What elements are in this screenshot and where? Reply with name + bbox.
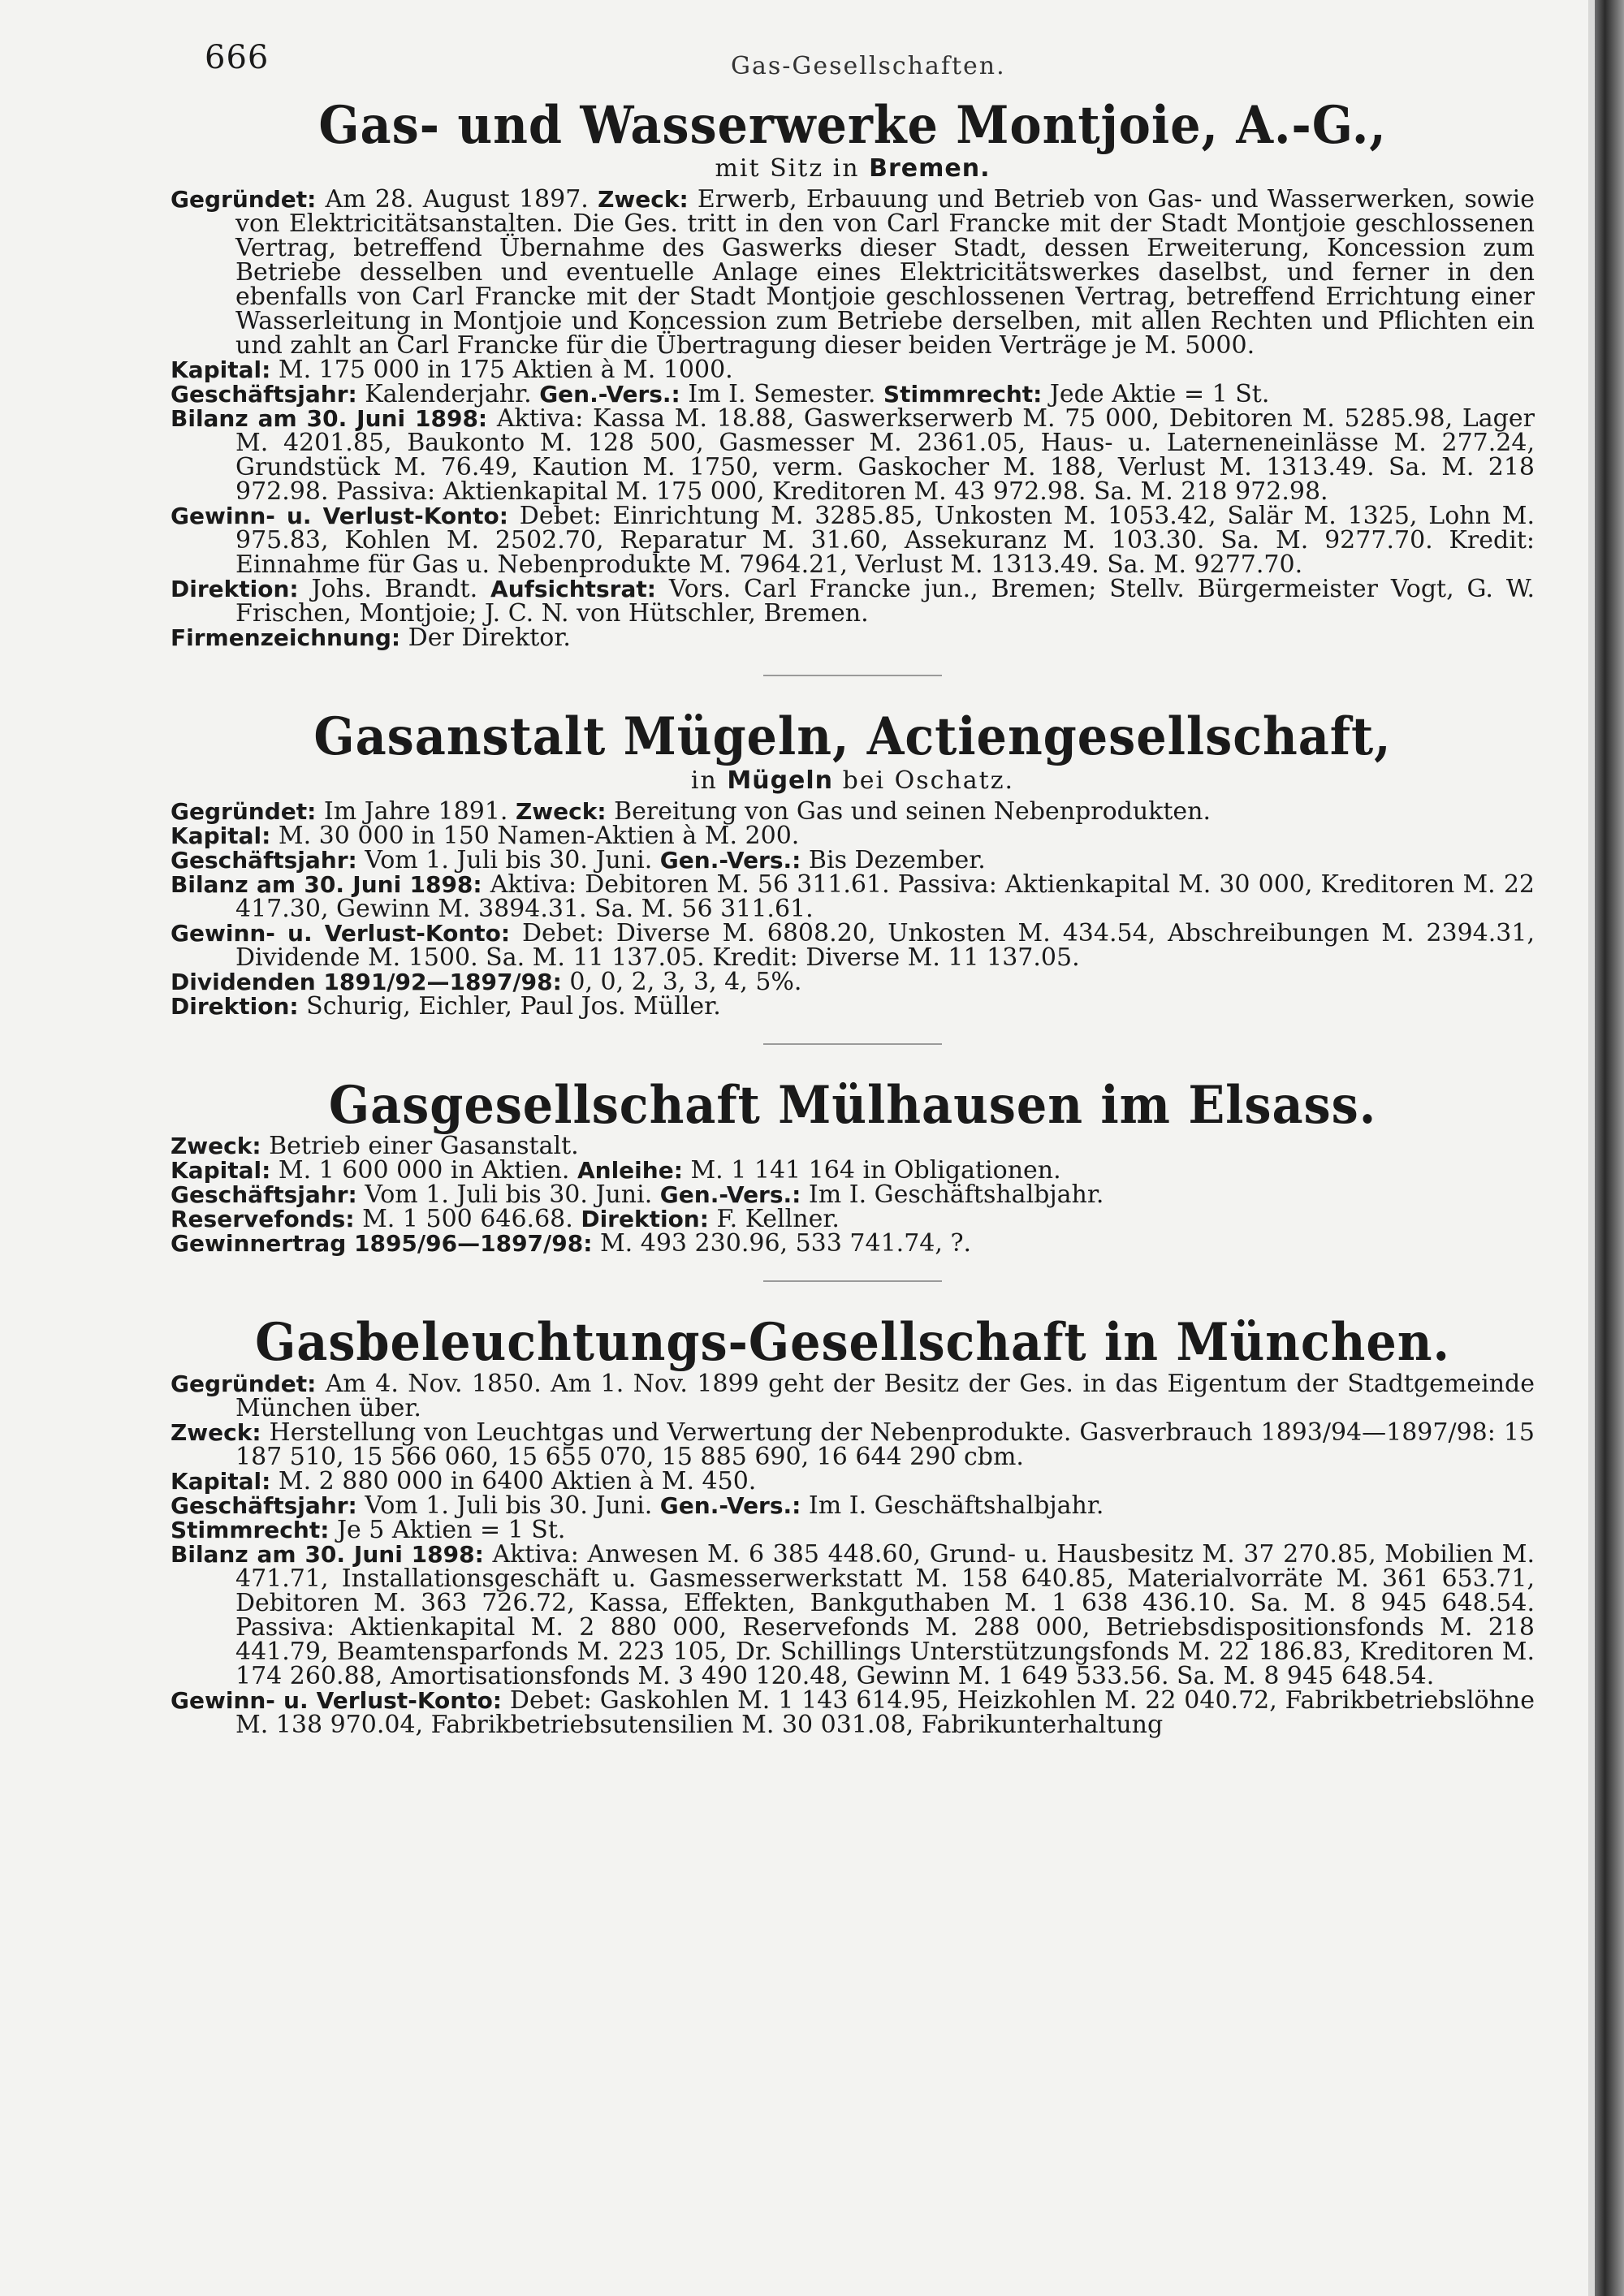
entry-field [171,1539,1535,1690]
company-title: Gasanstalt Mügeln, Actiengesellschaft, [313,706,1392,768]
field-text: Im Jahre 1891. [323,796,508,826]
entry-field [171,577,1535,626]
field-key: Gewinn- u. Verlust-Konto: [171,919,511,947]
field-text: Im I. Semester. [688,380,876,409]
field-text: Betrieb einer Gasanstalt. [269,1132,579,1161]
field-key: Zweck: [171,1133,261,1160]
entry-field [171,1229,1535,1258]
field-key: Geschäftsjahr: [171,381,357,408]
entry-field [171,382,1535,407]
field-text: Vors. Carl Francke jun., Bremen; Stellv. Bürgermeister Vogt, G. W. Frischen, Montjoie; J. C. N. von Hütschler, Bremen. [235,575,1535,628]
subtitle-pre: in [690,766,718,795]
entry-separator [763,1043,942,1045]
company-seat [171,154,1535,183]
field-text: Jede Aktie = 1 St. [1049,380,1270,409]
field-key: Gewinnertrag 1895/96—1897/98: [171,1230,593,1258]
field-key: Direktion: [171,576,299,603]
entry-field [171,821,1535,850]
field-text: F. Kellner. [716,1205,840,1234]
entry-field [171,356,1535,385]
field-text: Debet: Einrichtung M. 3285.85, Unkosten M. 1053.42, Salär M. 1325, Lohn M. 975.83, Kohlen M. 2502.70, Reparatur M. 31.60, Assekuranz M. 103.30. Sa. M. 9277.70. Kredit: Einnahme für Gas u. Nebenprodukte M. 7964.21, Verlust M. 1313.49. Sa. M. 9277.70. [235,502,1535,580]
entry-field [171,796,1535,826]
field-key: Kapital: [171,1157,271,1185]
field-text: 0, 0, 2, 3, 3, 4, 5%. [569,967,802,996]
field-text: Am 4. Nov. 1850. Am 1. Nov. 1899 geht der Besitz der Ges. in das Eigentum der Stadtgemeinde München über. [235,1369,1535,1422]
field-key: Aufsichtsrat: [490,576,656,603]
company-entry [171,95,1535,653]
field-key: Geschäftsjahr: [171,1181,357,1209]
field-text: Debet: Diverse M. 6808.20, Unkosten M. 434.54, Abschreibungen M. 2394.31, Dividende M. 1500. Sa. M. 11 137.05. Kredit: Diverse M. 11 137.05. [235,918,1535,972]
company-title: Gasgesellschaft Mülhausen im Elsass. [328,1074,1377,1136]
field-key: Bilanz am 30. Juni 1898: [171,870,482,898]
entry-field [171,918,1535,972]
subtitle-post: bei Oschatz. [842,766,1015,795]
field-text: Herstellung von Leuchtgas und Verwertung der Nebenprodukte. Gasverbrauch 1893/94—1897/98: 15 187 510, 15 566 060, 15 655 070, 15 885 690, 16 644 290 cbm. [235,1418,1535,1471]
field-key: Dividenden 1891/92—1897/98: [171,968,562,995]
field-text: Vom 1. Juli bis 30. Juni. [365,845,653,874]
entry-field [171,1156,1535,1185]
field-key: Gegründet: [171,186,317,214]
subtitle-pre: mit Sitz in [715,154,860,183]
field-text: Vom 1. Juli bis 30. Juni. [365,1491,653,1520]
field-text: Aktiva: Debitoren M. 56 311.61. Passiva: Aktienkapital M. 30 000, Kreditoren M. 22 417.30, Gewinn M. 3894.31. Sa. M. 56 311.61. [235,870,1535,923]
field-key: Bilanz am 30. Juni 1898: [171,405,488,433]
entry-field [171,624,1535,653]
field-key: Zweck: [171,1418,261,1446]
page-content [171,97,1535,1737]
field-key: Stimmrecht: [171,1516,330,1543]
entry-field [171,1418,1535,1471]
field-key: Gegründet: [171,797,317,825]
field-key: Gen.-Vers.: [539,381,680,408]
field-key: Stimmrecht: [883,381,1043,408]
entry-field [171,502,1535,580]
field-key: Gewinn- u. Verlust-Konto: [171,1686,503,1714]
field-text: Aktiva: Kassa M. 18.88, Gaswerkserwerb M. 75 000, Debitoren M. 5285.98, Lager M. 4201.85, Baukonto M. 128 500, Gasmesser M. 2361.05, Haus- u. Laterneneinlässe M. 277.24, Grundstück M. 76.49, Kaution M. 1750, verm. Gaskocher M. 188, Verlust M. 1313.49. Sa. M. 218 972.98. Passiva: Aktienkapital M. 175 000, Kreditoren M. 43 972.98. Sa. M. 218 972.98. [235,404,1535,507]
field-key: Zweck: [598,186,689,214]
company-entry [171,1074,1535,1258]
company-title: Gasbeleuchtungs-Gesellschaft in München. [255,1312,1450,1374]
field-key: Geschäftsjahr: [171,1491,357,1519]
field-text: M. 175 000 in 175 Aktien à M. 1000. [278,356,733,385]
subtitle-place: Bremen. [869,154,991,183]
field-text: M. 2 880 000 in 6400 Aktien à M. 450. [278,1466,757,1495]
field-text: Debet: Gaskohlen M. 1 143 614.95, Heizkohlen M. 22 040.72, Fabrikbetriebslöhne M. 138 970.04, Fabrikbetriebsutensilien M. 30 031.08, Fabrikunterhaltung [235,1685,1535,1739]
field-text: Vom 1. Juli bis 30. Juni. [365,1180,653,1210]
field-text: Schurig, Eichler, Paul Jos. Müller. [306,991,721,1021]
field-key: Kapital: [171,1467,271,1495]
entry-separator [763,675,942,676]
entry-field [171,185,1535,360]
field-text: Am 28. August 1897. [325,185,589,214]
field-text: Bereitung von Gas und seinen Nebenprodukten. [614,796,1212,826]
entry-field [171,1369,1535,1422]
entry-field [171,991,1535,1021]
field-text: M. 1 141 164 in Obligationen. [690,1156,1061,1185]
entry-field [171,1491,1535,1520]
page-number: 666 [205,39,270,76]
field-key: Bilanz am 30. Juni 1898: [171,1540,484,1568]
entry-field [171,1515,1535,1544]
entry-field [171,1180,1535,1210]
scan-border [1595,0,1624,2296]
field-key: Gegründet: [171,1370,317,1397]
entry-field [171,404,1535,507]
field-key: Anleihe: [577,1157,683,1185]
field-text: Im I. Geschäftshalbjahr. [808,1180,1104,1210]
field-key: Firmenzeichnung: [171,624,401,652]
field-text: Je 5 Aktien = 1 St. [336,1515,566,1544]
entry-field [171,870,1535,923]
company-seat [171,766,1535,795]
field-text: Kalenderjahr. [365,380,532,409]
field-text: Der Direktor. [408,624,571,653]
field-key: Kapital: [171,822,271,849]
entry-field [171,1207,1535,1232]
field-text: Bis Dezember. [808,845,986,874]
field-key: Reservefonds: [171,1206,355,1233]
field-key: Gen.-Vers.: [659,1491,801,1519]
entry-field [171,1685,1535,1739]
field-text: M. 493 230.96, 533 741.74, ?. [599,1229,972,1258]
field-text: Aktiva: Anwesen M. 6 385 448.60, Grund- u. Hausbesitz M. 37 270.85, Mobilien M. 471.71, Installationsgeschäft u. Gasmesserwerkstatt M. 158 640.85, Materialvorräte M. 361 653.71, Debitoren M. 363 726.72, Kassa, Effekten, Bankguthaben M. 1 638 436.10. Sa. M. 8 945 648.54. Passiva: Aktienkapital M. 2 880 000, Reservefonds M. 288 000, Betriebsdispositionsfonds M. 218 441.79, Beamtensparfonds M. 223 105, Dr. Schillings Unterstützungsfonds M. 22 186.83, Kreditoren M. 174 260.88, Amortisationsfonds M. 3 490 120.48, Gewinn M. 1 649 533.56. Sa. M. 8 945 648.54. [235,1539,1535,1690]
field-text: Erwerb, Erbauung und Betrieb von Gas- und Wasserwerken, sowie von Elektricitätsanstalten. Die Ges. tritt in den von Carl Francke mit der Stadt Montjoie geschlossenen Vertrag, betreffend Übernahme des Gaswerks dieser Stadt, dessen Erweiterung, Koncession zum Betriebe desselben und eventuelle Anlage eines Elektricitätswerkes daselbst, und ferner in den ebenfalls von Carl Francke mit der Stadt Montjoie geschlossenen Vertrag, betreffend Errichtung einer Wasserleitung in Montjoie und Koncession zum Betriebe derselben, mit allen Rechten und Pflichten ein und zahlt an Carl Francke für die Übertragung dieser beiden Verträge je M. 5000. [235,185,1535,360]
entry-field [171,845,1535,874]
entry-field [171,967,1535,996]
field-text: M. 1 600 000 in Aktien. [278,1156,570,1185]
entry-field [171,1466,1535,1495]
company-entry [171,706,1535,1021]
field-key: Direktion: [171,992,299,1020]
company-title: Gas- und Wasserwerke Montjoie, A.-G., [318,95,1387,156]
entry-field [171,1134,1535,1159]
field-text: Johs. Brandt. [311,575,478,604]
field-text: M. 30 000 in 150 Namen-Aktien à M. 200. [278,821,800,850]
company-entry [171,1314,1535,1737]
field-key: Zweck: [516,797,607,825]
field-text: Im I. Geschäftshalbjahr. [808,1491,1104,1520]
field-key: Geschäftsjahr: [171,846,357,874]
field-key: Direktion: [581,1206,709,1233]
field-key: Gen.-Vers.: [659,846,801,874]
field-key: Kapital: [171,356,271,384]
field-key: Gen.-Vers.: [659,1181,801,1209]
field-text: M. 1 500 646.68. [362,1205,573,1234]
entry-separator [763,1280,942,1282]
subtitle-place: Mügeln [727,766,834,795]
running-head: Gas-Gesellschaften. [731,52,1006,80]
field-key: Gewinn- u. Verlust-Konto: [171,503,508,530]
scan-edge [1588,0,1595,2296]
